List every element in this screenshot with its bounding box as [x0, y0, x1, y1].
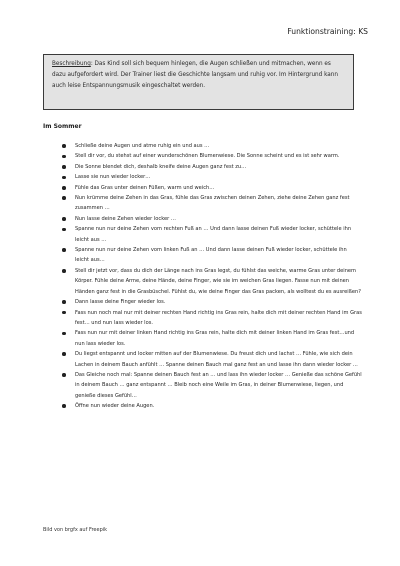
bullet-icon — [62, 248, 66, 252]
list-item — [62, 308, 362, 329]
list-item-text: Fass nun noch mal nur mit deiner rechten Hand richtig ins Gras rein, halte dich mit deiner rechten Hand im Gras fest… und nun lass wieder los. — [75, 309, 362, 326]
bullet-icon — [62, 404, 66, 408]
instruction-list — [62, 141, 362, 412]
list-item-text: Nun krümme deine Zehen in das Gras, fühle das Gras zwischen deinen Zehen, ziehe deine Zehen ganz fest zusammen … — [75, 195, 350, 212]
list-item — [62, 162, 362, 172]
list-item — [62, 328, 362, 349]
list-item — [62, 214, 362, 224]
list-item — [62, 401, 362, 411]
bullet-icon — [62, 144, 66, 148]
bullet-icon — [62, 186, 66, 190]
list-item — [62, 141, 362, 151]
list-item — [62, 370, 362, 401]
bullet-icon — [62, 176, 66, 180]
list-item-text: Dann lasse deine Finger wieder los. — [75, 299, 166, 306]
list-item-text: Spanne nun nur deine Zehen vom linken Fuß an … Und dann lasse deinen Fuß wieder locker, schüttele ihn leicht aus… — [75, 247, 347, 264]
list-item-text: Schließe deine Augen und atme ruhig ein und aus … — [75, 143, 210, 149]
bullet-icon — [62, 228, 66, 232]
list-item — [62, 297, 362, 307]
image-credit: Bild von brgfx auf Freepik — [43, 527, 108, 533]
list-item-text: Stell dir vor, du stehst auf einer wunderschönen Blumenwiese. Die Sonne scheint und es ist sehr warm. — [75, 153, 340, 160]
bullet-icon — [62, 352, 66, 356]
bullet-icon — [62, 155, 66, 159]
bullet-icon — [62, 332, 66, 336]
list-item-text: Die Sonne blendet dich, deshalb kneife deine Augen ganz fest zu… — [75, 163, 247, 170]
list-item — [62, 245, 362, 266]
list-item — [62, 224, 362, 245]
list-item — [62, 172, 362, 182]
description-label: Beschreibung — [52, 61, 91, 67]
page-header-title: Funktionstraining: KS — [287, 27, 368, 36]
list-item-text: Lasse sie nun wieder locker… — [75, 174, 151, 181]
bullet-icon — [62, 196, 66, 200]
description-box — [43, 54, 354, 110]
list-item — [62, 193, 362, 214]
description-text: : Das Kind soll sich bequem hinlegen, die Augen schließen und mitmachen, wenn es dazu aufgefordert wird. Der Trainer liest die Geschichte langsam und ruhig vor. Im Hintergrund kann auch leise Entspannungsmusik eingeschaltet werden. — [52, 61, 338, 89]
list-item-text: Spanne nun nur deine Zehen vom rechten Fuß an … Und dann lasse deinen Fuß wieder locker, schüttele ihn leicht aus … — [75, 226, 352, 243]
bullet-icon — [62, 217, 66, 221]
bullet-icon — [62, 373, 66, 377]
bullet-icon — [62, 269, 66, 273]
list-item-text: Nun lasse deine Zehen wieder locker … — [75, 215, 176, 222]
list-item-text: Fass nun nur mit deiner linken Hand richtig ins Gras rein, halte dich mit deiner linken Hand im Gras fest…und nun lass wieder los. — [75, 330, 355, 347]
list-item-text: Das Gleiche noch mal: Spanne deinen Bauch fest an … und lass ihn wieder locker … Genieße das schöne Gefühl in deinem Bauch … ganz entspannt … Bleib noch eine Weile im Gras, in deiner Blumenwiese, liegen, und genieße dieses Gefühl… — [75, 371, 362, 399]
list-item — [62, 349, 362, 370]
list-item — [62, 151, 362, 161]
bullet-icon — [62, 165, 66, 169]
list-item — [62, 183, 362, 193]
list-item-text: Öffne nun wieder deine Augen. — [75, 403, 155, 410]
list-item-text: Fühle das Gras unter deinen Füßen, warm und weich… — [75, 184, 215, 191]
list-item — [62, 266, 362, 297]
bullet-icon — [62, 300, 66, 304]
bullet-icon — [62, 311, 66, 315]
section-title: Im Sommer — [43, 123, 82, 130]
list-item-text: Stell dir jetzt vor, dass du dich der Länge nach ins Gras legst, du fühlst das weiche, warme Gras unter deinem Körper. Fühle deine Arme, deine Hände, deine Finger, wie sie im weichen Gras liegen. Fasse nun mit deinen Händen ganz fest in die Grasbüschel. Fühlst du, wie deine Finger das Gras packen, als wolltest du es ausreißen? — [75, 267, 361, 295]
list-item-text: Du liegst entspannt und locker mitten auf der Blumenwiese. Du freust dich und lachst … Fühle, wie sich dein Lachen in deinem Bauch anfühlt … Spanne deinen Bauch mal ganz fest an und lasse ihn dann wieder locker … — [75, 351, 358, 368]
